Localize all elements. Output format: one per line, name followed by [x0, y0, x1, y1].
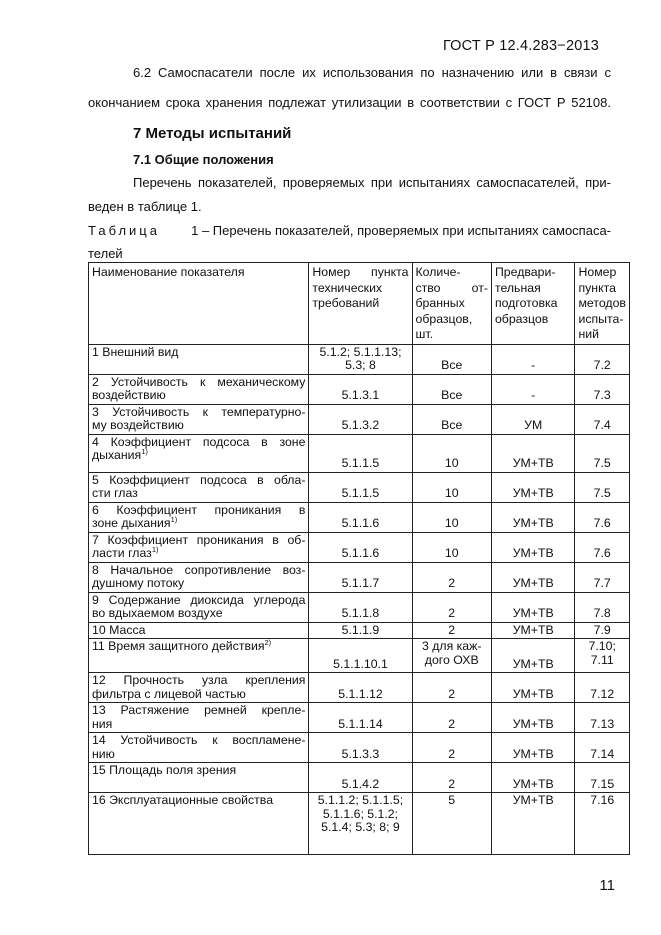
table-row	[89, 434, 630, 472]
header-name: Наименование показателя	[89, 263, 309, 345]
cell-preparation: УМ+ТВ	[491, 673, 575, 703]
cell-indicator-name-line: 15 Площадь поля зрения	[92, 763, 237, 777]
cell-indicator-name-line: 1 Внешний вид	[92, 344, 179, 359]
table-row	[89, 793, 630, 855]
cell-sample-qty: Все	[412, 344, 491, 374]
cell-indicator-name	[89, 793, 309, 855]
cell-indicator-name-line: 9 Содержание диоксида углерода	[92, 592, 306, 607]
cell-indicator-name-line: 3 Устойчивость к температурно-	[92, 404, 306, 419]
cell-method-ref: 7.5	[575, 472, 630, 502]
cell-method-ref: 7.8	[575, 592, 630, 622]
cell-requirement-ref-line: 5.1.1.10.1	[333, 656, 388, 671]
cell-requirement-ref-line: 5.1.1.2; 5.1.1.5;	[317, 793, 404, 807]
cell-indicator-name-line: сти глаз	[92, 486, 138, 500]
cell-requirement-ref	[309, 592, 412, 622]
table-row	[89, 502, 630, 532]
cell-requirement-ref-line: 5.1.3.3	[341, 746, 380, 761]
cell-method-ref: 7.2	[575, 344, 630, 374]
cell-sample-qty: 2	[412, 703, 491, 733]
cell-indicator-name	[89, 502, 309, 532]
table-row	[89, 374, 630, 404]
cell-requirement-ref-line: 5.1.1.5	[341, 486, 380, 500]
footnote-marker: 1)	[151, 544, 159, 554]
cell-preparation: УМ+ТВ	[491, 532, 575, 562]
cell-sample-qty: 10	[412, 472, 491, 502]
cell-requirement-ref-line: 5.1.4.2	[341, 776, 380, 791]
table-header-row	[89, 263, 630, 345]
cell-indicator-name-line: фильтра с лицевой частью	[92, 686, 246, 701]
cell-requirement-ref	[309, 733, 412, 763]
cell-requirement-ref-line: 5.1.1.12	[338, 686, 383, 701]
table-caption-word: Таблица	[88, 223, 160, 238]
cell-indicator-name-line: 4 Коэффициент подсоса в зоне	[92, 434, 306, 449]
table-row	[89, 733, 630, 763]
cell-requirement-ref	[309, 434, 412, 472]
header-method-line: испыта-	[578, 311, 624, 326]
header-method-line: ний	[578, 327, 599, 341]
cell-sample-qty: 3 для каж- дого ОХВ	[412, 639, 491, 673]
paragraph-6-2-line-1: 6.2 Самоспасатели после их использования по назначению или в связи с	[133, 65, 611, 80]
cell-indicator-name	[89, 622, 309, 639]
cell-indicator-name-line: 8 Начальное сопротивление воз-	[92, 562, 306, 577]
cell-requirement-ref	[309, 404, 412, 434]
table-row	[89, 532, 630, 562]
cell-indicator-name	[89, 673, 309, 703]
cell-indicator-name-line: 10 Масса	[92, 622, 146, 637]
cell-indicator-name-line: воздействию	[92, 388, 166, 402]
cell-preparation: УМ+ТВ	[491, 622, 575, 639]
cell-indicator-name-line: 2 Устойчивость к механическому	[92, 374, 306, 389]
cell-method-ref: 7.6	[575, 502, 630, 532]
header-qty-line: Количе-	[415, 265, 461, 279]
cell-preparation: УМ+ТВ	[491, 434, 575, 472]
header-method-line: пункта	[578, 280, 616, 295]
header-qty-line: образцов,	[415, 311, 473, 326]
cell-sample-qty: 10	[412, 532, 491, 562]
header-method	[575, 263, 630, 345]
cell-requirement-ref	[309, 703, 412, 733]
cell-indicator-name-line: 12 Прочность узла крепления	[92, 673, 306, 687]
cell-sample-qty: 2	[412, 622, 491, 639]
cell-requirement-ref-line: 5.1.1.9	[341, 622, 380, 637]
header-qty-line: бранных	[415, 296, 465, 310]
cell-indicator-name-line: 5 Коэффициент подсоса в обла-	[92, 472, 306, 487]
cell-requirement-ref	[309, 793, 412, 855]
cell-requirement-ref	[309, 673, 412, 703]
cell-requirement-ref	[309, 472, 412, 502]
header-method-line: методов	[578, 296, 626, 310]
indicators-table	[88, 262, 630, 855]
paragraph-6-2-line-2: окончанием срока хранения подлежат утилизации в соответствии с ГОСТ Р 52108.	[88, 95, 611, 110]
table-caption-text: 1 – Перечень показателей, проверяемых при испытаниях самоспаса-	[191, 223, 611, 238]
cell-indicator-name	[89, 532, 309, 562]
header-prep	[491, 263, 575, 345]
table-row	[89, 404, 630, 434]
header-prep-line: образцов	[494, 311, 549, 326]
cell-requirement-ref	[309, 622, 412, 639]
table-body	[89, 344, 630, 855]
cell-requirement-ref-line: 5.1.1.8	[341, 606, 380, 620]
table-row	[89, 344, 630, 374]
cell-preparation: УМ+ТВ	[491, 502, 575, 532]
cell-indicator-name	[89, 703, 309, 733]
cell-indicator-name-line: 14 Устойчивость к воспламене-	[92, 733, 306, 747]
cell-indicator-name-line: 11 Время защитного действия	[92, 639, 265, 653]
cell-preparation: УМ+ТВ	[491, 793, 575, 855]
header-req	[309, 263, 412, 345]
cell-preparation: УМ+ТВ	[491, 562, 575, 592]
table-row	[89, 703, 630, 733]
cell-requirement-ref	[309, 763, 412, 793]
cell-indicator-name	[89, 592, 309, 622]
cell-sample-qty: 2	[412, 673, 491, 703]
cell-requirement-ref-line: 5.3; 8	[345, 358, 376, 372]
cell-indicator-name-line: ния	[92, 716, 113, 731]
cell-method-ref: 7.6	[575, 532, 630, 562]
cell-indicator-name	[89, 374, 309, 404]
page-number: 11	[599, 877, 615, 894]
cell-sample-qty: 2	[412, 733, 491, 763]
table-row	[89, 592, 630, 622]
footnote-marker: 1)	[170, 514, 178, 524]
cell-preparation: УМ+ТВ	[491, 703, 575, 733]
cell-indicator-name	[89, 344, 309, 374]
cell-sample-qty: 10	[412, 434, 491, 472]
cell-sample-qty: 2	[412, 592, 491, 622]
cell-method-ref: 7.12	[575, 673, 630, 703]
cell-indicator-name-line: му воздействию	[92, 418, 184, 432]
cell-requirement-ref	[309, 502, 412, 532]
header-method-line: Номер	[578, 265, 617, 279]
cell-method-ref: 7.10; 7.11	[575, 639, 630, 673]
cell-indicator-name-line: 16 Эксплуатационные свойства	[92, 793, 274, 807]
cell-requirement-ref	[309, 532, 412, 562]
cell-method-ref: 7.15	[575, 763, 630, 793]
cell-sample-qty: Все	[412, 404, 491, 434]
cell-sample-qty: 5	[412, 793, 491, 855]
cell-indicator-name	[89, 404, 309, 434]
cell-preparation: УМ+ТВ	[491, 639, 575, 673]
cell-requirement-ref-line: 5.1.1.6	[341, 546, 380, 560]
cell-requirement-ref-line: 5.1.1.14	[338, 716, 383, 731]
cell-indicator-name-line: зоне дыхания	[92, 516, 171, 530]
header-prep-line: подготовка	[494, 296, 558, 310]
cell-preparation: УМ+ТВ	[491, 472, 575, 502]
header-qty-line: шт.	[415, 327, 434, 341]
cell-requirement-ref-line: 5.1.3.1	[341, 388, 380, 402]
cell-indicator-name-line: 13 Растяжение ремней крепле-	[92, 703, 306, 717]
cell-requirement-ref-line: 5.1.3.2	[341, 418, 380, 432]
header-req-line: Номер пункта	[312, 265, 409, 279]
cell-indicator-name-line: дыхания	[92, 448, 142, 462]
cell-indicator-name	[89, 763, 309, 793]
cell-preparation: -	[491, 344, 575, 374]
header-req-line: технических	[312, 280, 383, 295]
cell-requirement-ref	[309, 562, 412, 592]
cell-indicator-name-line: 6 Коэффициент проникания в	[92, 502, 306, 517]
table-row	[89, 673, 630, 703]
cell-requirement-ref-line: 5.1.1.6; 5.1.2;	[322, 806, 399, 821]
cell-preparation: -	[491, 374, 575, 404]
header-qty	[412, 263, 491, 345]
cell-sample-qty: 10	[412, 502, 491, 532]
footnote-marker: 1)	[141, 446, 148, 456]
footnote-marker: 2)	[264, 637, 272, 647]
paragraph-7-1-line-1: Перечень показателей, проверяемых при испытаниях самоспасателей, при-	[133, 175, 611, 190]
table-caption	[88, 223, 611, 239]
cell-preparation: УМ+ТВ	[491, 733, 575, 763]
cell-indicator-name	[89, 639, 309, 673]
cell-indicator-name	[89, 733, 309, 763]
header-req-line: требований	[312, 296, 380, 310]
cell-indicator-name-line: 7 Коэффициент проникания в об-	[92, 532, 306, 547]
header-prep-line: Предвари-	[494, 265, 556, 279]
table-row	[89, 639, 630, 673]
cell-requirement-ref-line: 5.1.1.6	[341, 516, 380, 530]
cell-indicator-name	[89, 562, 309, 592]
cell-indicator-name-line: нию	[92, 746, 115, 761]
header-qty-line: ство от-	[415, 280, 488, 295]
cell-method-ref: 7.7	[575, 562, 630, 592]
cell-sample-qty: 2	[412, 562, 491, 592]
table-row	[89, 763, 630, 793]
subsection-title: 7.1 Общие положения	[133, 152, 274, 167]
cell-method-ref: 7.13	[575, 703, 630, 733]
cell-requirement-ref-line: 5.1.1.7	[341, 576, 380, 590]
cell-requirement-ref	[309, 344, 412, 374]
cell-sample-qty: Все	[412, 374, 491, 404]
paragraph-7-1-line-2: веден в таблице 1.	[88, 199, 202, 214]
header-prep-line: тельная	[494, 280, 541, 295]
cell-preparation: УМ+ТВ	[491, 592, 575, 622]
cell-method-ref: 7.14	[575, 733, 630, 763]
cell-requirement-ref-line: 5.1.2; 5.1.1.13;	[319, 344, 402, 359]
cell-indicator-name	[89, 434, 309, 472]
cell-method-ref: 7.9	[575, 622, 630, 639]
cell-indicator-name-line: ласти глаз	[92, 546, 152, 560]
cell-method-ref: 7.4	[575, 404, 630, 434]
cell-requirement-ref-line: 5.1.1.5	[341, 456, 380, 470]
cell-indicator-name	[89, 472, 309, 502]
cell-sample-qty: 2	[412, 763, 491, 793]
cell-requirement-ref-line: 5.1.4; 5.3; 8; 9	[321, 820, 400, 834]
cell-preparation: УМ	[491, 404, 575, 434]
cell-requirement-ref	[309, 639, 412, 673]
cell-requirement-ref	[309, 374, 412, 404]
cell-method-ref: 7.16	[575, 793, 630, 855]
cell-method-ref: 7.5	[575, 434, 630, 472]
table-row	[89, 562, 630, 592]
table-row	[89, 472, 630, 502]
cell-method-ref: 7.3	[575, 374, 630, 404]
cell-indicator-name-line: душному потоку	[92, 576, 185, 590]
cell-indicator-name-line: во вдыхаемом воздухе	[92, 606, 223, 620]
section-title: 7 Методы испытаний	[133, 125, 292, 142]
cell-preparation: УМ+ТВ	[491, 763, 575, 793]
table-row	[89, 622, 630, 639]
document-header: ГОСТ Р 12.4.283−2013	[442, 38, 599, 54]
table-caption-line-2: телей	[88, 246, 123, 261]
